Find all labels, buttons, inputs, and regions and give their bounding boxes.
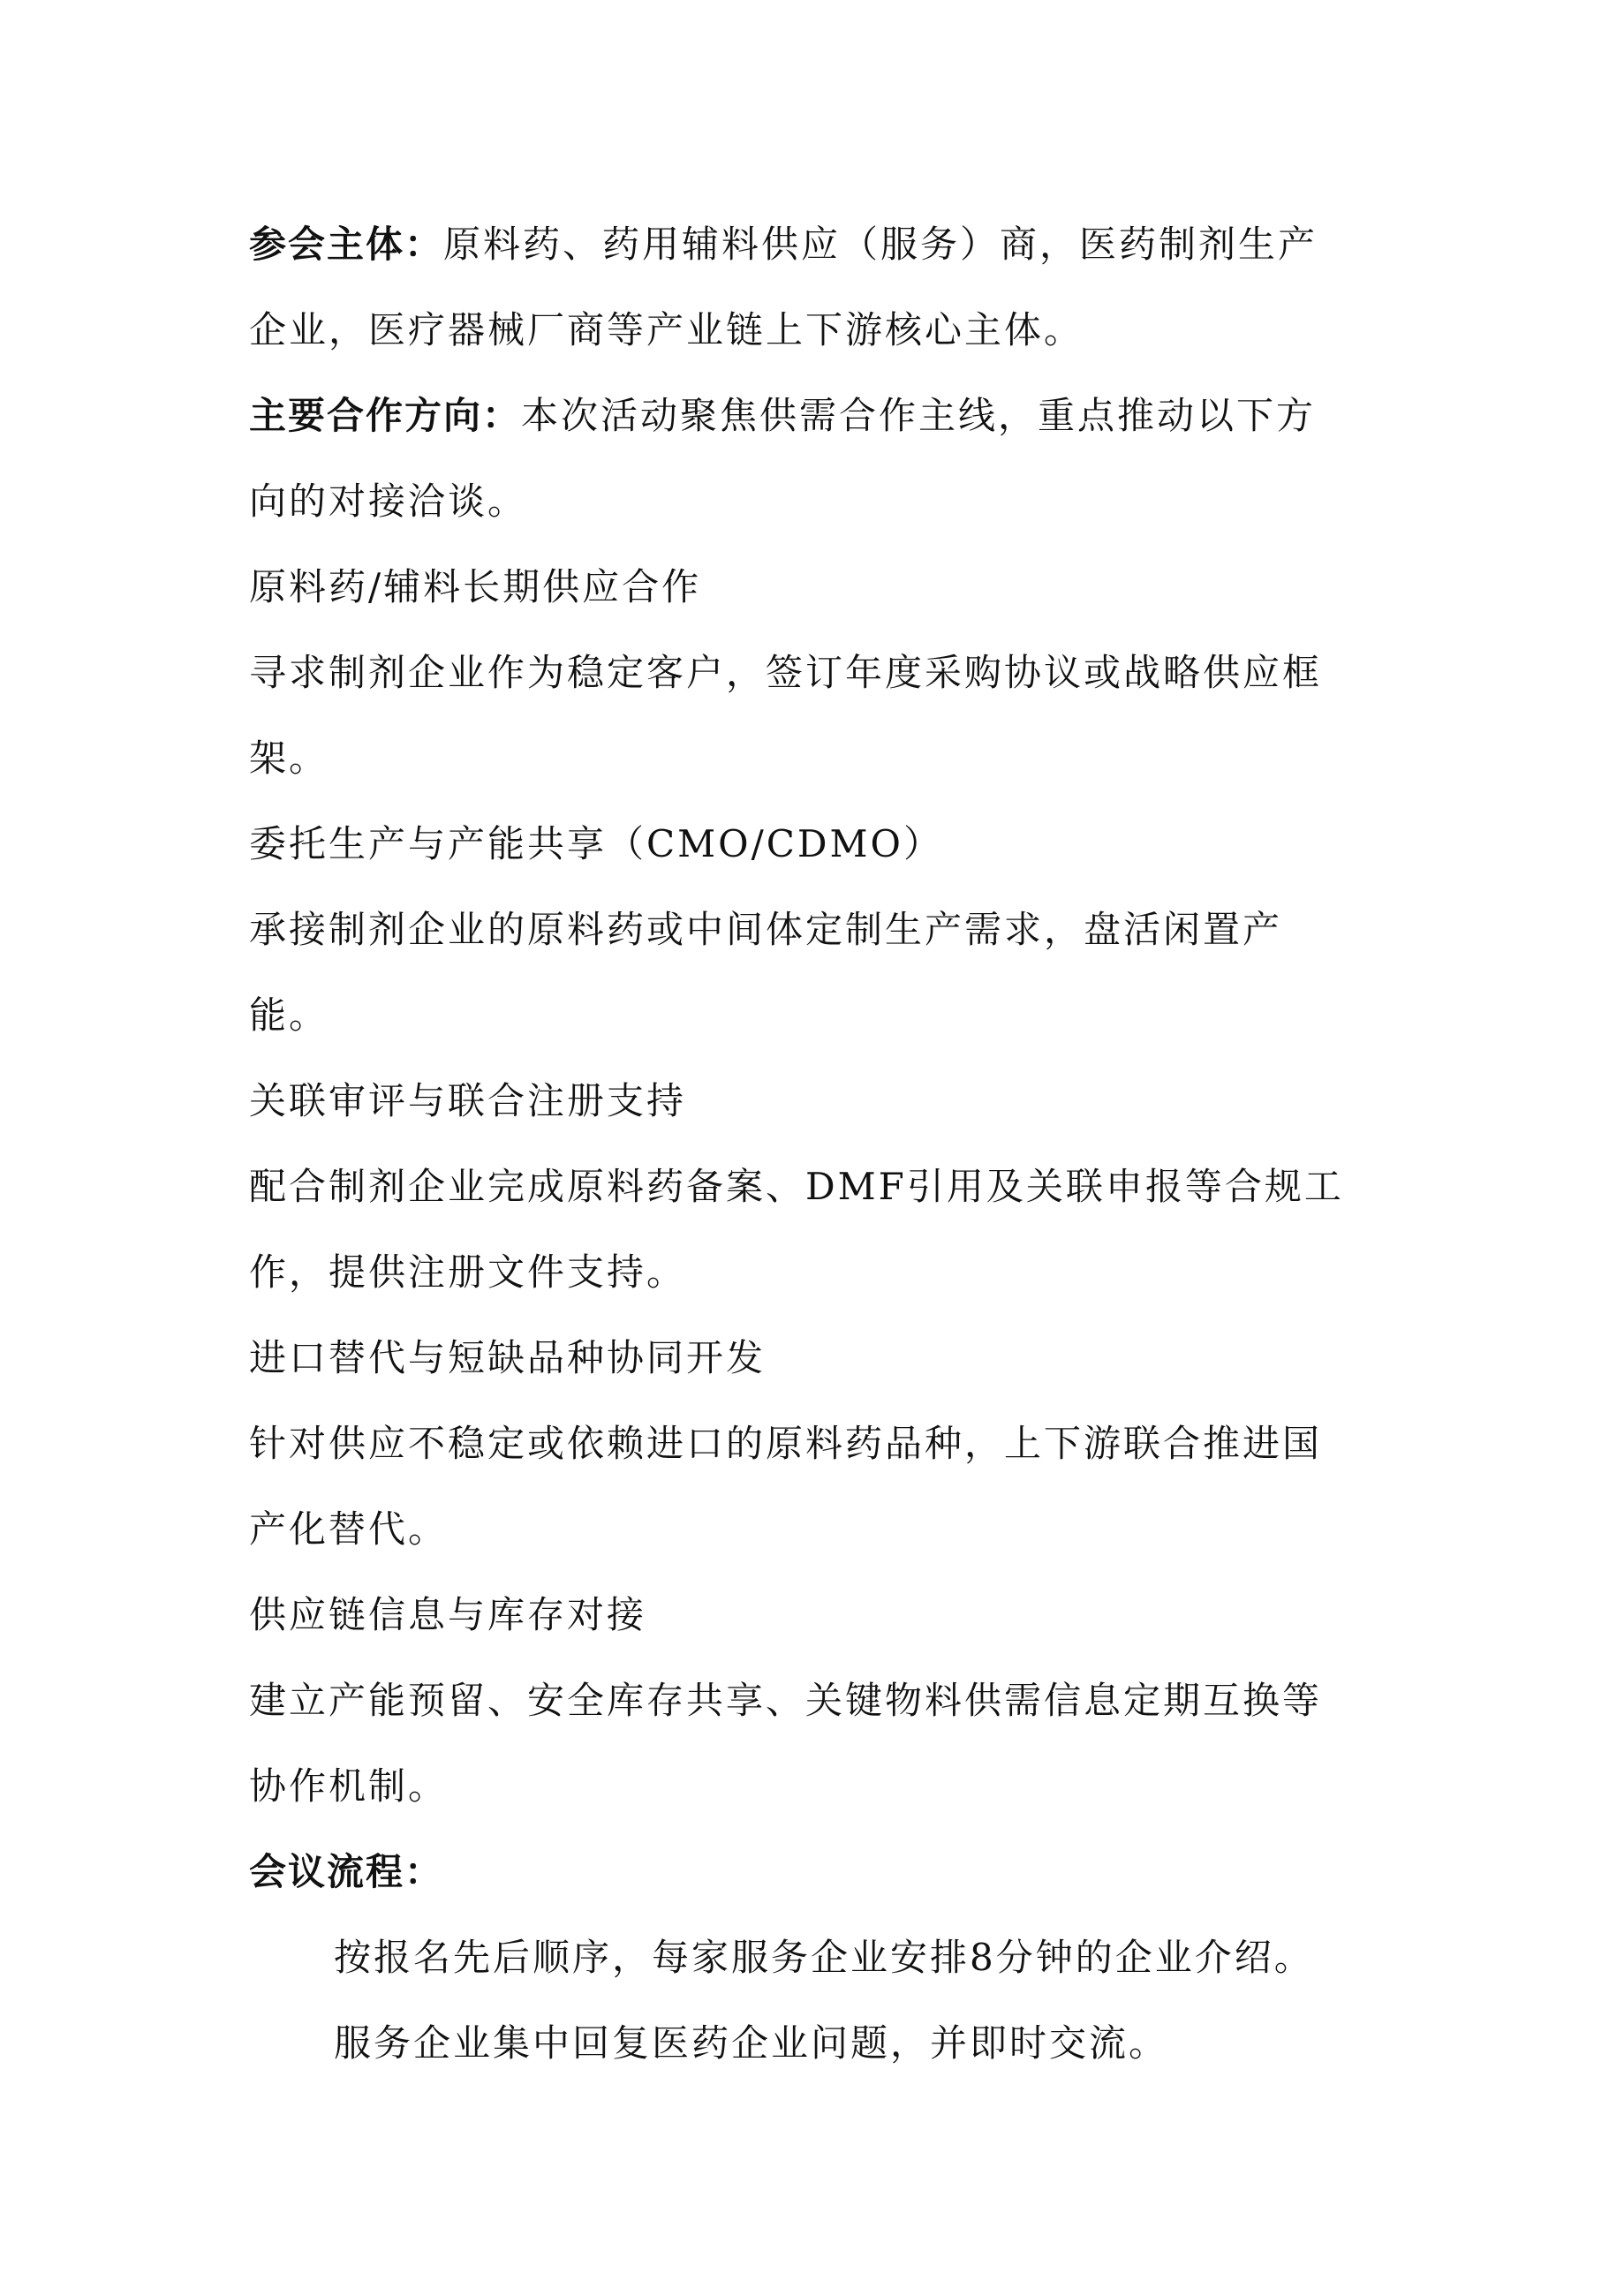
item-title: 委托生产与产能共享（CMO/CDMO）: [249, 822, 943, 865]
item-desc: 寻求制剂企业作为稳定客户，签订年度采购协议或战略供应框: [249, 651, 1323, 694]
item-desc: 产化替代。: [249, 1507, 449, 1551]
item-desc: 建立产能预留、安全库存共享、关键物料供需信息定期互换等: [249, 1679, 1323, 1722]
directions-line-1: [249, 373, 1388, 458]
item-title: 进口替代与短缺品种协同开发: [249, 1336, 767, 1379]
item-desc: 作，提供注册文件支持。: [249, 1250, 687, 1294]
participants-label: 参会主体：: [249, 223, 444, 266]
item-desc: 能。: [249, 993, 329, 1037]
item-title: 关联审评与联合注册支持: [249, 1079, 687, 1122]
directions-label: 主要合作方向：: [249, 394, 522, 437]
directions-text-1: 本次活动聚焦供需合作主线，重点推动以下方: [521, 394, 1317, 437]
agenda-step: 按报名先后顺序，每家服务企业安排8分钟的企业介绍。: [334, 1936, 1314, 1979]
item-desc: 针对供应不稳定或依赖进口的原料药品种，上下游联合推进国: [249, 1422, 1323, 1465]
directions-text-2: 向的对接洽谈。: [249, 480, 528, 523]
participants-text-2: 企业，医疗器械厂商等产业链上下游核心主体。: [249, 308, 1084, 351]
agenda-label: 会议流程：: [249, 1850, 444, 1893]
item-title: 供应链信息与库存对接: [249, 1593, 647, 1636]
item-title: 原料药/辅料长期供应合作: [249, 565, 702, 608]
item-desc: 架。: [249, 736, 329, 780]
agenda-step: 服务企业集中回复医药企业问题，并即时交流。: [334, 2021, 1169, 2065]
item-desc: 协作机制。: [249, 1764, 449, 1808]
document-body: [249, 201, 1388, 2086]
item-desc: 配合制剂企业完成原料药备案、DMF引用及关联申报等合规工: [249, 1165, 1344, 1208]
item-desc: 承接制剂企业的原料药或中间体定制生产需求，盘活闲置产: [249, 908, 1283, 951]
participants-line-1: [249, 201, 1388, 287]
participants-text-1: 原料药、药用辅料供应（服务）商，医药制剂生产: [443, 223, 1318, 266]
